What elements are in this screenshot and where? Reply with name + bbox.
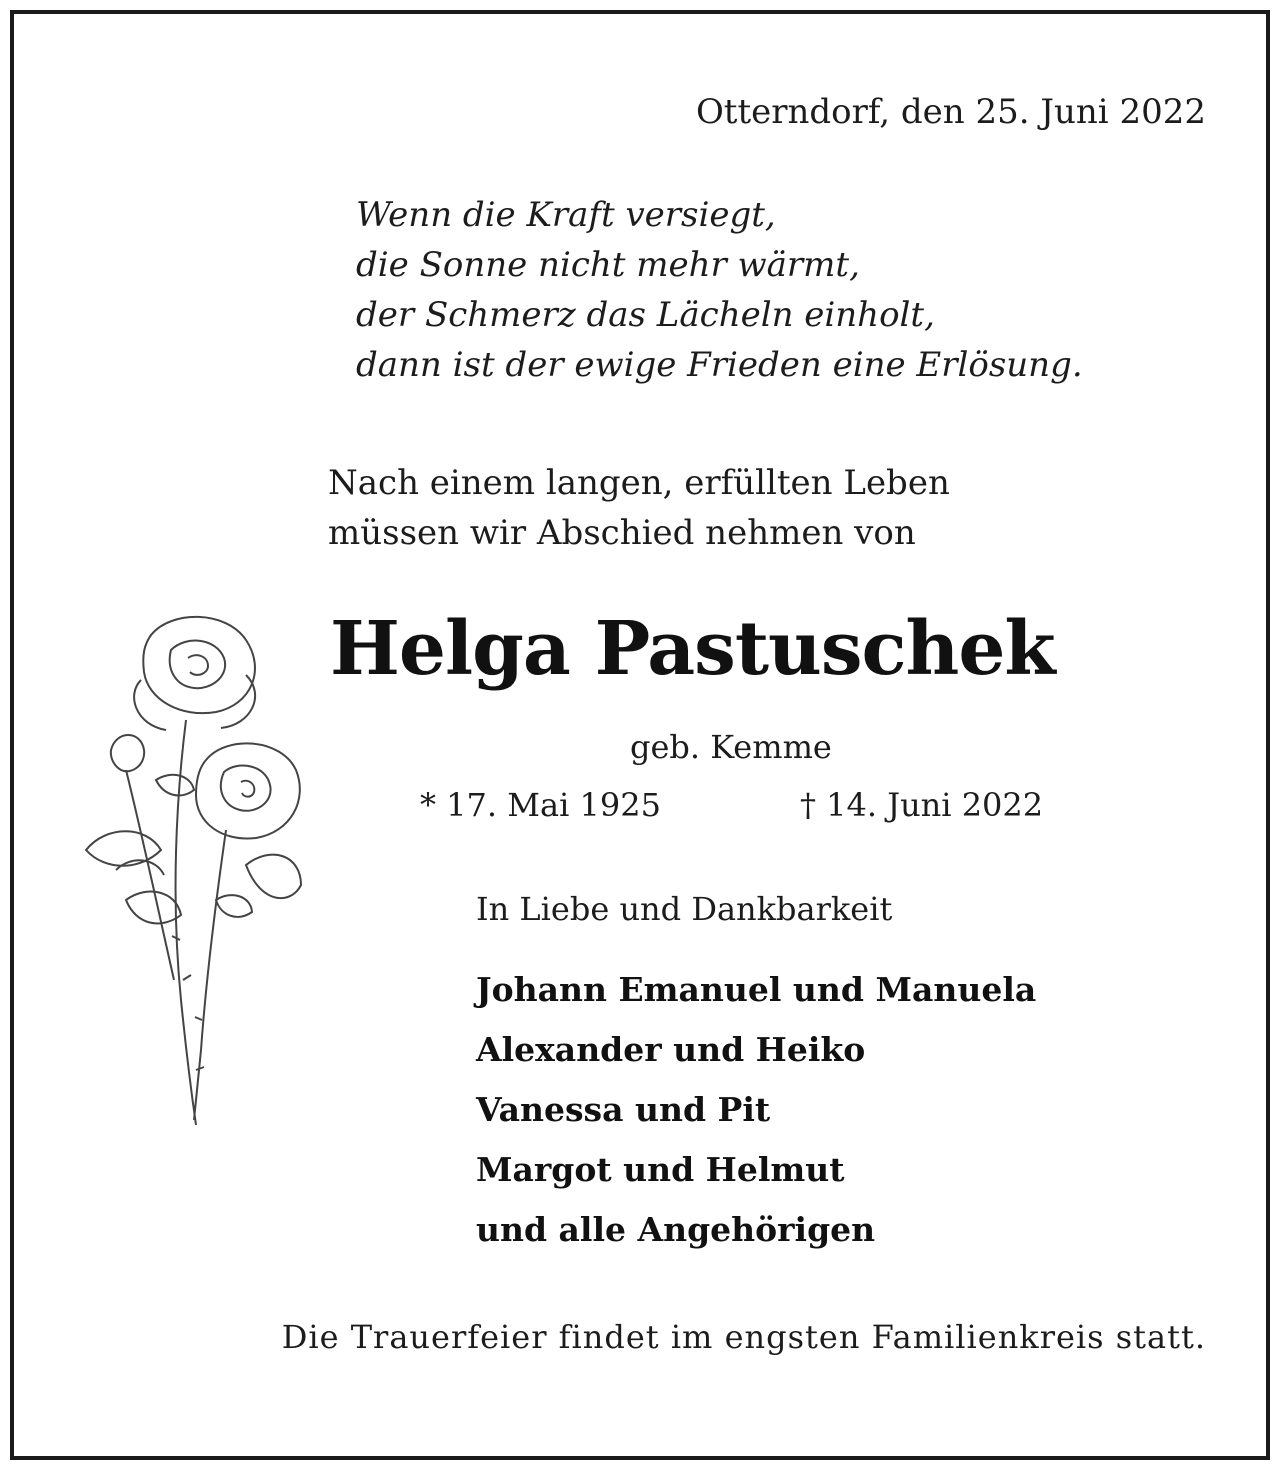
mourner-entry: und alle Angehörigen <box>476 1210 876 1249</box>
thanks-line: In Liebe und Dankbarkeit <box>476 890 893 928</box>
poem-line: der Schmerz das Lächeln einholt, <box>356 295 935 335</box>
funeral-note: Die Trauerfeier findet im engsten Familienkreis statt. <box>281 1318 1206 1356</box>
intro-line: Nach einem langen, erfüllten Leben <box>328 463 950 503</box>
birth-date: * 17. Mai 1925 <box>420 786 661 824</box>
poem-line: die Sonne nicht mehr wärmt, <box>356 245 860 285</box>
death-date: † 14. Juni 2022 <box>800 786 1044 824</box>
mourner-entry: Vanessa und Pit <box>476 1090 771 1129</box>
poem-line: dann ist der ewige Frieden eine Erlösung. <box>356 345 1083 385</box>
poem-line: Wenn die Kraft versiegt, <box>356 195 776 235</box>
mourners-list <box>476 960 1036 1260</box>
poem <box>356 190 1083 390</box>
maiden-name: geb. Kemme <box>630 728 832 766</box>
rose-illustration-icon <box>56 600 316 1140</box>
mourner-entry: Margot und Helmut <box>476 1150 845 1189</box>
intro-line: müssen wir Abschied nehmen von <box>328 513 916 553</box>
mourner-entry: Johann Emanuel und Manuela <box>476 970 1037 1009</box>
mourner-entry: Alexander und Heiko <box>476 1030 866 1069</box>
deceased-name: Helga Pastuschek <box>330 606 1055 692</box>
place-date: Otterndorf, den 25. Juni 2022 <box>695 92 1206 132</box>
intro-text <box>328 458 950 558</box>
